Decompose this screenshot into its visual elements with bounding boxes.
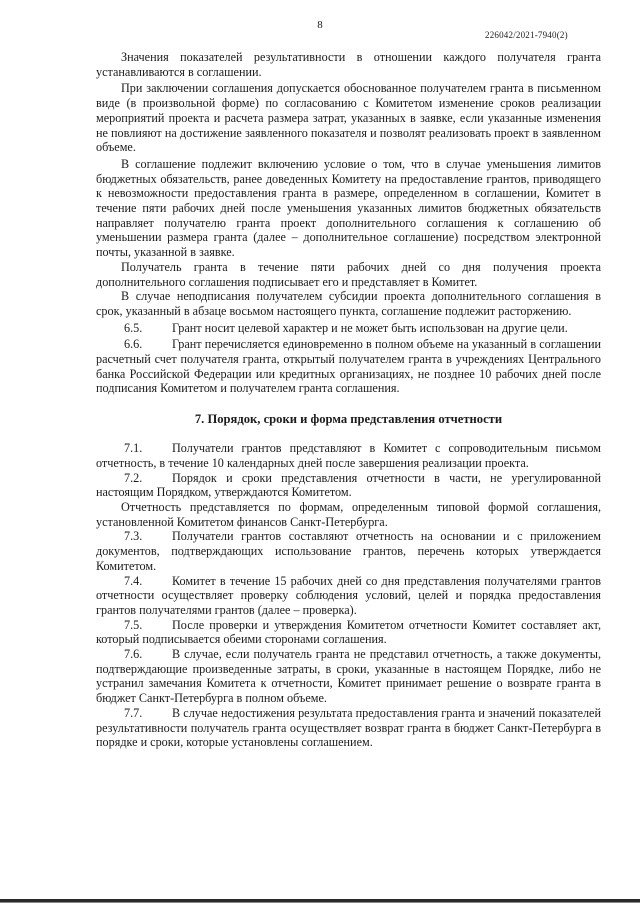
clause-text: Комитет в течение 15 рабочих дней со дня представления получателями грантов отчетности осуществляет проверку соблюдения условий, целей и порядка предоставления грантов получателями грантов (далее – проверка). <box>96 573 601 617</box>
scan-bottom-edge-shadow <box>0 902 640 903</box>
document-id: 226042/2021-7940(2) <box>485 30 568 40</box>
page-number: 8 <box>317 19 323 31</box>
clause-number: 7.2. <box>124 470 143 485</box>
clause-7-7 <box>96 706 601 750</box>
clause-7-2 <box>96 471 601 500</box>
clause-7-3 <box>96 529 601 573</box>
clause-text: После проверки и утверждения Комитетом отчетности Комитет составляет акт, который подписывается обеими сторонами соглашения. <box>96 617 601 647</box>
clause-number: 7.6. <box>124 647 143 662</box>
paragraph-agreement-changes: При заключении соглашения допускается обоснованное получателем гранта в письменном виде (в произвольной форме) по согласованию с Комитетом изменение сроков реализации мероприятий проекта и расчета размера затрат, указанных в заявке, если указанные изменения не повлияют на достижение заявленного показателя и позволят реализовать проект в заявленном объеме. <box>96 81 601 155</box>
clause-number: 7.7. <box>124 705 143 720</box>
clause-text: Грант носит целевой характер и не может быть использован на другие цели. <box>172 320 568 335</box>
paragraph-supplementary-signing: Получатель гранта в течение пяти рабочих дней со дня получения проекта дополнительного соглашения подписывает его и представляет в Комитет. <box>96 259 601 289</box>
clause-number: 7.5. <box>124 617 143 632</box>
paragraph-limits-reduction: В соглашение подлежит включению условие о том, что в случае уменьшения лимитов бюджетных обязательств, ранее доведенных Комитету на предоставление грантов, приводящего к невозможности предоставления гранта в размере, определенном в соглашении, Комитет в течение пяти рабочих дней после уменьшения указанных лимитов бюджетных обязательств направляет получателю гранта проект дополнительного соглашения к соглашению об уменьшении размера гранта (далее – дополнительное соглашение) посредством электронной почты, указанной в заявке. <box>96 156 601 260</box>
clause-text: Грант перечисляется единовременно в полном объеме на указанный в соглашении расчетный счет получателя гранта, открытый получателем гранта в учреждениях Центрального банка Российской Федерации или кредитных организациях, не позднее 10 рабочих дней после подписания Комитетом и получателем гранта соглашения. <box>96 337 601 396</box>
clause-number: 7.4. <box>124 573 143 588</box>
clause-text: В случае недостижения результата предоставления гранта и значений показателей результативности получатель гранта осуществляет возврат гранта в бюджет Санкт-Петербурга в порядке и сроки, которые установлены соглашением. <box>96 705 601 750</box>
paragraph-report-forms: Отчетность представляется по формам, определенным типовой формой соглашения, установленной Комитетом финансов Санкт-Петербурга. <box>96 499 601 529</box>
clause-text: Порядок и сроки представления отчетности в части, не урегулированной настоящим Порядком, утверждаются Комитетом. <box>96 470 601 500</box>
clause-number: 6.6. <box>124 337 143 352</box>
clause-number: 7.1. <box>124 441 143 456</box>
clause-text: Получатели грантов представляют в Комитет с сопроводительным письмом отчетность, в течение 10 календарных дней после завершения реализации проекта. <box>96 441 601 470</box>
clause-6-6 <box>96 337 601 396</box>
clause-7-4 <box>96 574 601 618</box>
clause-7-1 <box>96 441 601 470</box>
paragraph-termination: В случае неподписания получателем субсидии проекта дополнительного соглашения в срок, указанный в абзаце восьмом настоящего пункта, соглашение подлежит расторжению. <box>96 289 601 318</box>
clause-number: 7.3. <box>124 529 143 544</box>
clause-number: 6.5. <box>124 320 143 335</box>
clause-text: В случае, если получатель гранта не представил отчетность, а также документы, подтверждающие произведенные затраты, в сроки, указанные в настоящем Порядке, либо не устранил замечания Комитета к отчетности, Комитет принимает решение о возврате гранта в бюджет Санкт-Петербурга в полном объеме. <box>96 647 601 706</box>
clause-text: Получатели грантов составляют отчетность на основании и с приложением документов, подтверждающих использование грантов, перечень которых утверждается Комитетом. <box>96 529 601 573</box>
clause-6-5 <box>96 321 601 336</box>
clause-7-5 <box>96 618 601 647</box>
clause-7-6 <box>96 647 601 706</box>
document-body <box>96 50 601 750</box>
paragraph-indicators: Значения показателей результативности в отношении каждого получателя гранта устанавливаются в соглашении. <box>96 50 601 79</box>
section-7-heading: 7. Порядок, сроки и форма представления отчетности <box>194 412 503 427</box>
